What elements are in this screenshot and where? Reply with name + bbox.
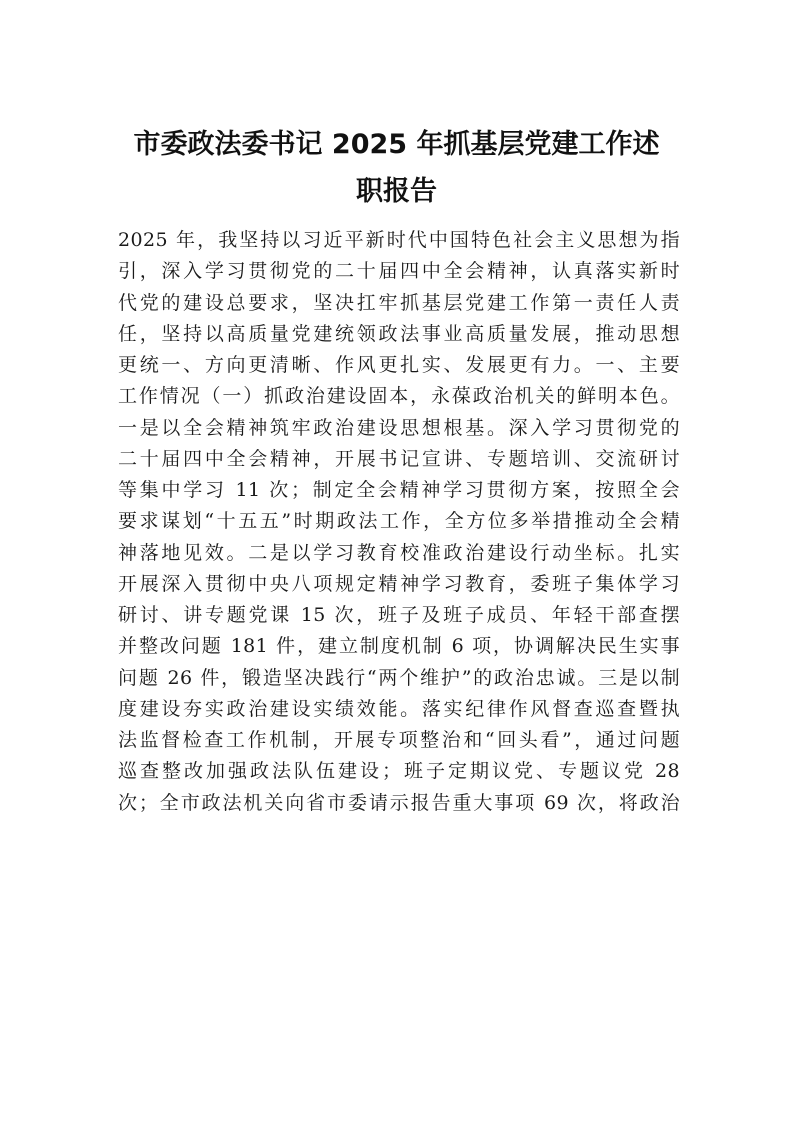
body-line-17: 法监督检查工作机制，开展专项整治和“回头看”，通过问题 <box>118 729 680 751</box>
body-line-9: 等集中学习 11 次；制定全会精神学习贯彻方案，按照全会 <box>118 479 680 501</box>
body-line-8: 二十届四中全会精神，开展书记宣讲、专题培训、交流研讨 <box>118 447 680 470</box>
body-line-15: 问题 26 件，锻造坚决践行“两个维护”的政治忠诚。三是以制 <box>118 666 680 689</box>
document-body <box>118 225 680 819</box>
document-title-line-2: 职报告 <box>356 176 437 207</box>
body-line-7: 一是以全会精神筑牢政治建设思想根基。深入学习贯彻党的 <box>118 416 680 439</box>
body-line-4: 任，坚持以高质量党建统领政法事业高质量发展，推动思想 <box>118 322 680 345</box>
body-line-10: 要求谋划“十五五”时期政法工作，全方位多举措推动全会精 <box>118 510 680 533</box>
body-line-5: 更统一、方向更清晰、作风更扎实、发展更有力。一、主要 <box>118 354 680 376</box>
body-line-3: 代党的建设总要求，坚决扛牢抓基层党建工作第一责任人责 <box>118 291 680 314</box>
body-line-18: 巡查整改加强政法队伍建设；班子定期议党、专题议党 28 <box>118 760 680 783</box>
body-line-13: 研讨、讲专题党课 15 次，班子及班子成员、年轻干部查摆 <box>118 604 680 626</box>
body-line-12: 开展深入贯彻中央八项规定精神学习教育，委班子集体学习 <box>118 572 680 595</box>
document-title-line-1: 市委政法委书记 2025 年抓基层党建工作述 <box>133 129 660 160</box>
body-line-19: 次；全市政法机关向省市委请示报告重大事项 69 次，将政治 <box>118 791 680 814</box>
body-line-16: 度建设夯实政治建设实绩效能。落实纪律作风督查巡查暨执 <box>118 697 680 720</box>
body-line-11: 神落地见效。二是以学习教育校准政治建设行动坐标。扎实 <box>118 541 680 564</box>
body-line-2: 引，深入学习贯彻党的二十届四中全会精神，认真落实新时 <box>118 260 680 283</box>
body-line-6: 工作情况（一）抓政治建设固本，永葆政治机关的鲜明本色。 <box>118 385 680 408</box>
body-line-1: 2025 年，我坚持以习近平新时代中国特色社会主义思想为指 <box>118 229 680 251</box>
body-line-14: 并整改问题 181 件，建立制度机制 6 项，协调解决民生实事 <box>118 635 680 658</box>
